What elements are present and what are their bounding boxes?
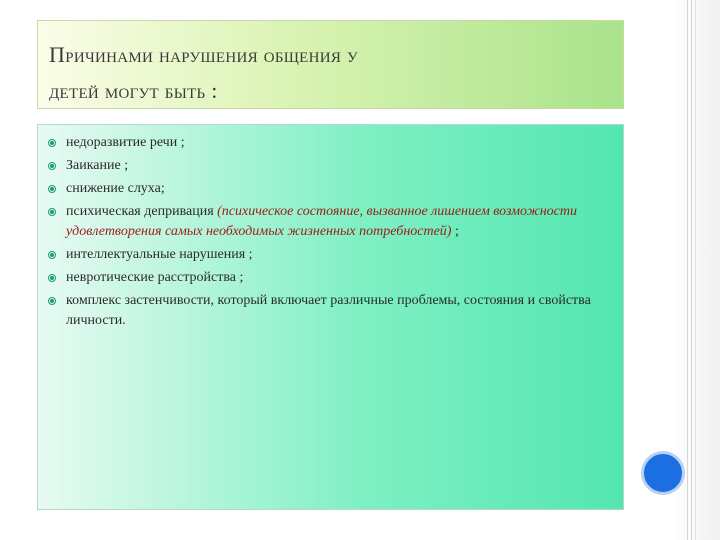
list-item — [38, 291, 625, 331]
circle-bullet-icon — [47, 138, 57, 148]
rail-line — [691, 0, 692, 540]
slide-title — [49, 37, 609, 109]
circle-bullet-icon — [47, 296, 57, 306]
list-item — [38, 133, 625, 153]
rail-line — [687, 0, 688, 540]
item-text: интеллектуальные нарушения ; — [66, 247, 253, 262]
title-line-2: детей могут быть : — [49, 78, 218, 103]
item-text: комплекс застенчивости, который включает различные проблемы, состояния и свойства личности. — [66, 293, 591, 328]
cause-list — [38, 133, 625, 334]
title-line-1: Причинами нарушения общения у — [49, 42, 358, 67]
circle-bullet-icon — [47, 250, 57, 260]
item-tail: ; — [451, 224, 459, 239]
item-text: психическая депривация — [66, 204, 218, 219]
item-text: недоразвитие речи ; — [66, 135, 185, 150]
item-note: (психическое состояние, вызванное лишением возможности удовлетворения самых необходимых жизненных потребностей) — [66, 204, 577, 239]
item-text: невротические расстройства ; — [66, 270, 244, 285]
list-item — [38, 179, 625, 199]
list-item — [38, 156, 625, 176]
circle-bullet-icon — [47, 161, 57, 171]
item-text: Заикание ; — [66, 158, 129, 173]
list-item — [38, 202, 625, 242]
title-box — [37, 20, 624, 109]
circle-bullet-icon — [47, 273, 57, 283]
content-box — [37, 124, 624, 510]
item-text: снижение слуха; — [66, 181, 165, 196]
circle-bullet-icon — [47, 207, 57, 217]
list-item — [38, 268, 625, 288]
list-item — [38, 245, 625, 265]
rail-line — [695, 0, 696, 540]
blue-circle-icon — [641, 451, 685, 495]
circle-bullet-icon — [47, 184, 57, 194]
